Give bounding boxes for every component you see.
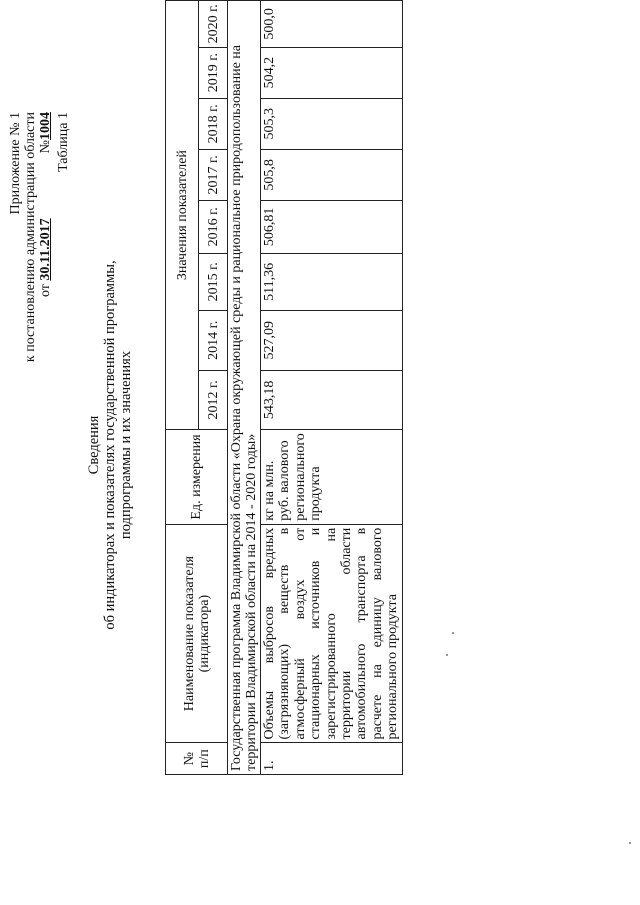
page-title <box>86 175 134 715</box>
year-2018: 2018 г. <box>199 98 228 149</box>
title-line-1: Сведения <box>86 415 102 475</box>
row-1-name: Объемы выбросов вредных (загрязняющих) веществ в атмосферный воздух от стационарных источников и зарегистрированного на территории области автомобильного транспорта в расчете на единицу валового регионального продукта <box>261 524 403 743</box>
year-2017: 2017 г. <box>199 149 228 200</box>
program-row <box>228 1 261 775</box>
table-label: Таблица 1 <box>56 112 71 172</box>
indicators-table <box>165 0 403 775</box>
scan-speck <box>452 632 454 634</box>
row-1-value-2016: 506,81 <box>261 200 403 253</box>
year-2020: 2020 г. <box>199 1 228 48</box>
year-2015: 2015 г. <box>199 253 228 310</box>
appendix-number: 1004 <box>38 112 53 140</box>
program-title: Государственная программа Владимирской области «Охрана окружающей среды и рациональное природопользование на территории Владимирской области на 2014 - 2020 годы» <box>228 1 261 775</box>
appendix-line-1: Приложение № 1 <box>8 112 23 215</box>
row-1-no: 1. <box>261 743 403 775</box>
row-1-value-2018: 505,3 <box>261 98 403 149</box>
header-name: Наименование показателя (индикатора) <box>166 524 228 743</box>
appendix-num-sign: № <box>38 140 53 154</box>
header-unit: Ед. измерения <box>166 430 228 525</box>
row-1-value-2020: 500,0 <box>261 1 403 48</box>
title-line-3: подпрограммы и их значениях <box>118 350 134 540</box>
header-no: № п/п <box>166 743 228 775</box>
appendix-block <box>8 112 53 362</box>
row-1-value-2019: 504,2 <box>261 47 403 98</box>
row-1-value-2012: 543,18 <box>261 370 403 430</box>
scan-speck <box>446 654 448 656</box>
header-row-1 <box>166 1 199 775</box>
row-1-unit: кг на млн. руб. валового регионального продукта <box>261 430 403 525</box>
scan-speck <box>629 842 631 844</box>
header-values-group: Значения показателей <box>166 1 199 430</box>
year-2014: 2014 г. <box>199 310 228 370</box>
year-2016: 2016 г. <box>199 200 228 253</box>
year-2012: 2012 г. <box>199 370 228 430</box>
appendix-from: от <box>38 284 53 298</box>
row-1-value-2017: 505,8 <box>261 149 403 200</box>
year-2019: 2019 г. <box>199 47 228 98</box>
appendix-line-2: к постановлению администрации области <box>23 112 38 363</box>
table-row <box>261 1 403 775</box>
appendix-date: 30.11.2017 <box>38 218 53 281</box>
row-1-value-2014: 527,09 <box>261 310 403 370</box>
row-1-value-2015: 511,36 <box>261 253 403 310</box>
title-line-2: об индикаторах и показателях государственной программы, <box>102 260 118 630</box>
appendix-date-line <box>38 112 53 362</box>
